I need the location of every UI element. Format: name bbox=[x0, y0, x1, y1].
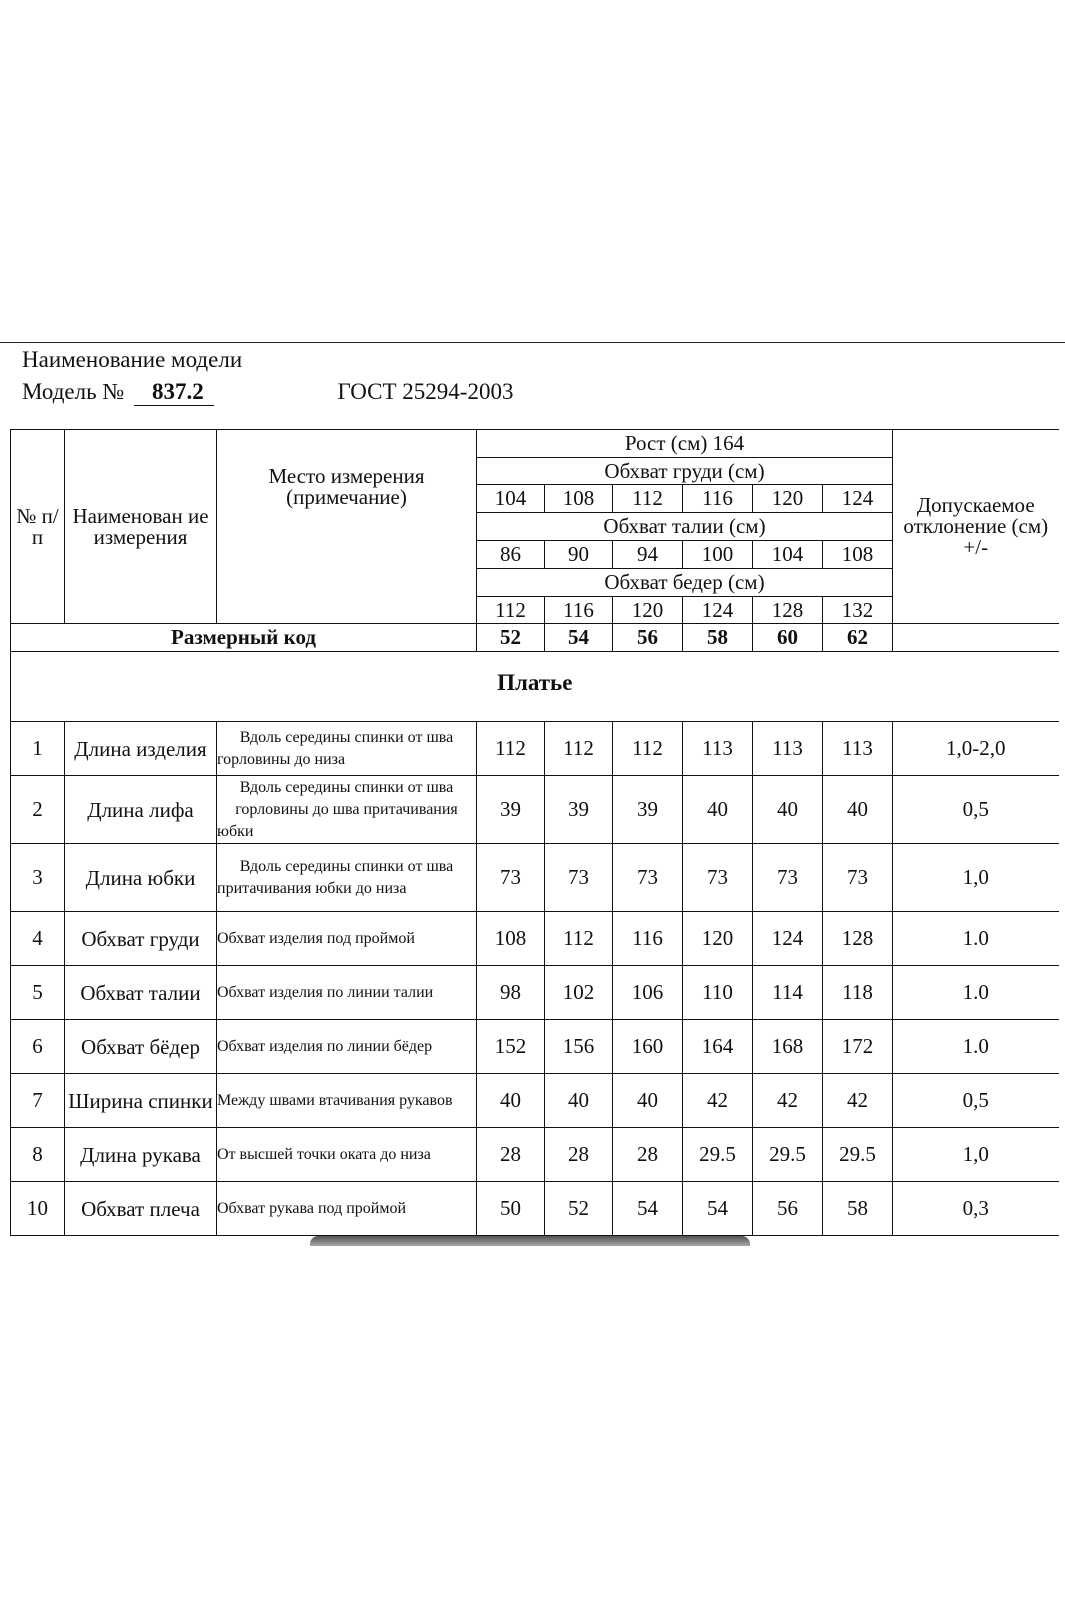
row-value: 29.5 bbox=[753, 1128, 823, 1182]
row-measurement-name: Обхват талии bbox=[65, 966, 217, 1020]
row-value: 164 bbox=[683, 1020, 753, 1074]
row-tolerance: 1,0 bbox=[893, 844, 1059, 912]
row-value: 102 bbox=[545, 966, 613, 1020]
row-measurement-place: От высшей точки оката до низа bbox=[217, 1128, 477, 1182]
header-hips: Обхват бедер (см) bbox=[477, 569, 893, 597]
header-number: № п/п bbox=[11, 430, 65, 624]
row-value: 73 bbox=[545, 844, 613, 912]
table-row bbox=[11, 912, 1059, 966]
measurement-rows bbox=[11, 722, 1059, 1236]
size-code: 58 bbox=[683, 624, 753, 652]
row-value: 40 bbox=[823, 776, 893, 844]
row-number: 4 bbox=[11, 912, 65, 966]
row-number: 2 bbox=[11, 776, 65, 844]
row-measurement-name: Длина изделия bbox=[65, 722, 217, 776]
size-code: 52 bbox=[477, 624, 545, 652]
row-value: 113 bbox=[683, 722, 753, 776]
header-measurement-name: Наименован ие измерения bbox=[65, 430, 217, 624]
row-value: 112 bbox=[545, 912, 613, 966]
table-row bbox=[11, 966, 1059, 1020]
row-value: 110 bbox=[683, 966, 753, 1020]
row-value: 40 bbox=[683, 776, 753, 844]
row-value: 172 bbox=[823, 1020, 893, 1074]
row-value: 40 bbox=[545, 1074, 613, 1128]
row-tolerance: 1,0 bbox=[893, 1128, 1059, 1182]
row-value: 28 bbox=[477, 1128, 545, 1182]
row-measurement-name: Ширина спинки bbox=[65, 1074, 217, 1128]
row-value: 39 bbox=[613, 776, 683, 844]
model-number: 837.2 bbox=[134, 379, 214, 406]
row-measurement-name: Длина рукава bbox=[65, 1128, 217, 1182]
row-number: 7 bbox=[11, 1074, 65, 1128]
row-value: 52 bbox=[545, 1182, 613, 1236]
row-value: 42 bbox=[683, 1074, 753, 1128]
top-rule bbox=[0, 342, 1065, 343]
row-tolerance: 1.0 bbox=[893, 1020, 1059, 1074]
row-value: 56 bbox=[753, 1182, 823, 1236]
row-value: 73 bbox=[477, 844, 545, 912]
row-measurement-name: Обхват бёдер bbox=[65, 1020, 217, 1074]
row-measurement-name: Длина лифа bbox=[65, 776, 217, 844]
row-value: 106 bbox=[613, 966, 683, 1020]
hips-value: 132 bbox=[823, 597, 893, 624]
chest-value: 104 bbox=[477, 485, 545, 513]
row-value: 73 bbox=[823, 844, 893, 912]
row-value: 29.5 bbox=[683, 1128, 753, 1182]
row-value: 42 bbox=[823, 1074, 893, 1128]
row-value: 113 bbox=[823, 722, 893, 776]
waist-value: 86 bbox=[477, 541, 545, 569]
table-row bbox=[11, 1074, 1059, 1128]
header-measurement-place: Место измерения (примечание) bbox=[217, 430, 477, 624]
row-value: 118 bbox=[823, 966, 893, 1020]
section-title: Платье bbox=[11, 652, 1059, 722]
table-row bbox=[11, 1182, 1059, 1236]
row-value: 58 bbox=[823, 1182, 893, 1236]
row-value: 39 bbox=[545, 776, 613, 844]
size-code: 60 bbox=[753, 624, 823, 652]
hips-value: 128 bbox=[753, 597, 823, 624]
row-measurement-place: Обхват изделия по линии талии bbox=[217, 966, 477, 1020]
row-tolerance: 0,5 bbox=[893, 776, 1059, 844]
row-measurement-place: Вдоль середины спинки от шва горловины до низа bbox=[217, 722, 477, 776]
size-code-label: Размерный код bbox=[11, 624, 477, 652]
row-value: 120 bbox=[683, 912, 753, 966]
header-waist: Обхват талии (см) bbox=[477, 513, 893, 541]
chest-value: 116 bbox=[683, 485, 753, 513]
row-value: 152 bbox=[477, 1020, 545, 1074]
row-value: 73 bbox=[753, 844, 823, 912]
header-height: Рост (см) 164 bbox=[477, 430, 893, 458]
size-chart-table bbox=[10, 429, 1059, 1236]
hips-value: 120 bbox=[613, 597, 683, 624]
row-value: 73 bbox=[613, 844, 683, 912]
row-value: 108 bbox=[477, 912, 545, 966]
row-value: 40 bbox=[753, 776, 823, 844]
row-value: 28 bbox=[613, 1128, 683, 1182]
row-tolerance: 1.0 bbox=[893, 966, 1059, 1020]
row-value: 124 bbox=[753, 912, 823, 966]
row-value: 29.5 bbox=[823, 1128, 893, 1182]
row-tolerance: 1.0 bbox=[893, 912, 1059, 966]
row-measurement-place: Обхват рукава под проймой bbox=[217, 1182, 477, 1236]
page-edge-shadow bbox=[310, 1236, 750, 1246]
header-tolerance: Допускаемое отклонение (см) +/- bbox=[893, 430, 1059, 624]
hips-value: 112 bbox=[477, 597, 545, 624]
row-value: 116 bbox=[613, 912, 683, 966]
header-chest: Обхват груди (см) bbox=[477, 458, 893, 485]
waist-value: 108 bbox=[823, 541, 893, 569]
size-code: 54 bbox=[545, 624, 613, 652]
row-value: 156 bbox=[545, 1020, 613, 1074]
table-row bbox=[11, 776, 1059, 844]
waist-value: 100 bbox=[683, 541, 753, 569]
model-number-line bbox=[22, 376, 1052, 408]
table-row bbox=[11, 1020, 1059, 1074]
row-value: 114 bbox=[753, 966, 823, 1020]
row-number: 10 bbox=[11, 1182, 65, 1236]
row-measurement-place: Вдоль середины спинки от шва горловины до шва притачивания юбки bbox=[217, 776, 477, 844]
row-value: 168 bbox=[753, 1020, 823, 1074]
size-code: 62 bbox=[823, 624, 893, 652]
row-value: 40 bbox=[613, 1074, 683, 1128]
row-measurement-place: Обхват изделия по линии бёдер bbox=[217, 1020, 477, 1074]
chest-value: 124 bbox=[823, 485, 893, 513]
row-value: 54 bbox=[683, 1182, 753, 1236]
chest-value: 112 bbox=[613, 485, 683, 513]
waist-value: 104 bbox=[753, 541, 823, 569]
row-measurement-place: Обхват изделия под проймой bbox=[217, 912, 477, 966]
row-value: 112 bbox=[477, 722, 545, 776]
row-measurement-name: Обхват груди bbox=[65, 912, 217, 966]
row-value: 28 bbox=[545, 1128, 613, 1182]
size-code-blank bbox=[893, 624, 1059, 652]
waist-value: 94 bbox=[613, 541, 683, 569]
model-number-label: Модель № bbox=[22, 379, 125, 404]
row-value: 50 bbox=[477, 1182, 545, 1236]
row-value: 54 bbox=[613, 1182, 683, 1236]
row-number: 6 bbox=[11, 1020, 65, 1074]
row-measurement-name: Длина юбки bbox=[65, 844, 217, 912]
row-measurement-name: Обхват плеча bbox=[65, 1182, 217, 1236]
row-value: 160 bbox=[613, 1020, 683, 1074]
row-value: 73 bbox=[683, 844, 753, 912]
row-value: 40 bbox=[477, 1074, 545, 1128]
document-header bbox=[22, 344, 1052, 408]
row-value: 128 bbox=[823, 912, 893, 966]
row-value: 113 bbox=[753, 722, 823, 776]
table-row bbox=[11, 722, 1059, 776]
waist-value: 90 bbox=[545, 541, 613, 569]
row-value: 42 bbox=[753, 1074, 823, 1128]
row-number: 8 bbox=[11, 1128, 65, 1182]
chest-value: 108 bbox=[545, 485, 613, 513]
row-number: 5 bbox=[11, 966, 65, 1020]
row-tolerance: 1,0-2,0 bbox=[893, 722, 1059, 776]
hips-value: 124 bbox=[683, 597, 753, 624]
row-measurement-place: Вдоль середины спинки от шва притачивания юбки до низа bbox=[217, 844, 477, 912]
size-code: 56 bbox=[613, 624, 683, 652]
model-name-label: Наименование модели bbox=[22, 347, 243, 372]
standard-code: ГОСТ 25294-2003 bbox=[337, 379, 514, 404]
row-tolerance: 0,5 bbox=[893, 1074, 1059, 1128]
row-number: 3 bbox=[11, 844, 65, 912]
hips-value: 116 bbox=[545, 597, 613, 624]
table-row bbox=[11, 844, 1059, 912]
row-value: 112 bbox=[613, 722, 683, 776]
row-value: 39 bbox=[477, 776, 545, 844]
row-value: 112 bbox=[545, 722, 613, 776]
row-measurement-place: Между швами втачивания рукавов bbox=[217, 1074, 477, 1128]
row-tolerance: 0,3 bbox=[893, 1182, 1059, 1236]
row-value: 98 bbox=[477, 966, 545, 1020]
row-number: 1 bbox=[11, 722, 65, 776]
chest-value: 120 bbox=[753, 485, 823, 513]
table-row bbox=[11, 1128, 1059, 1182]
